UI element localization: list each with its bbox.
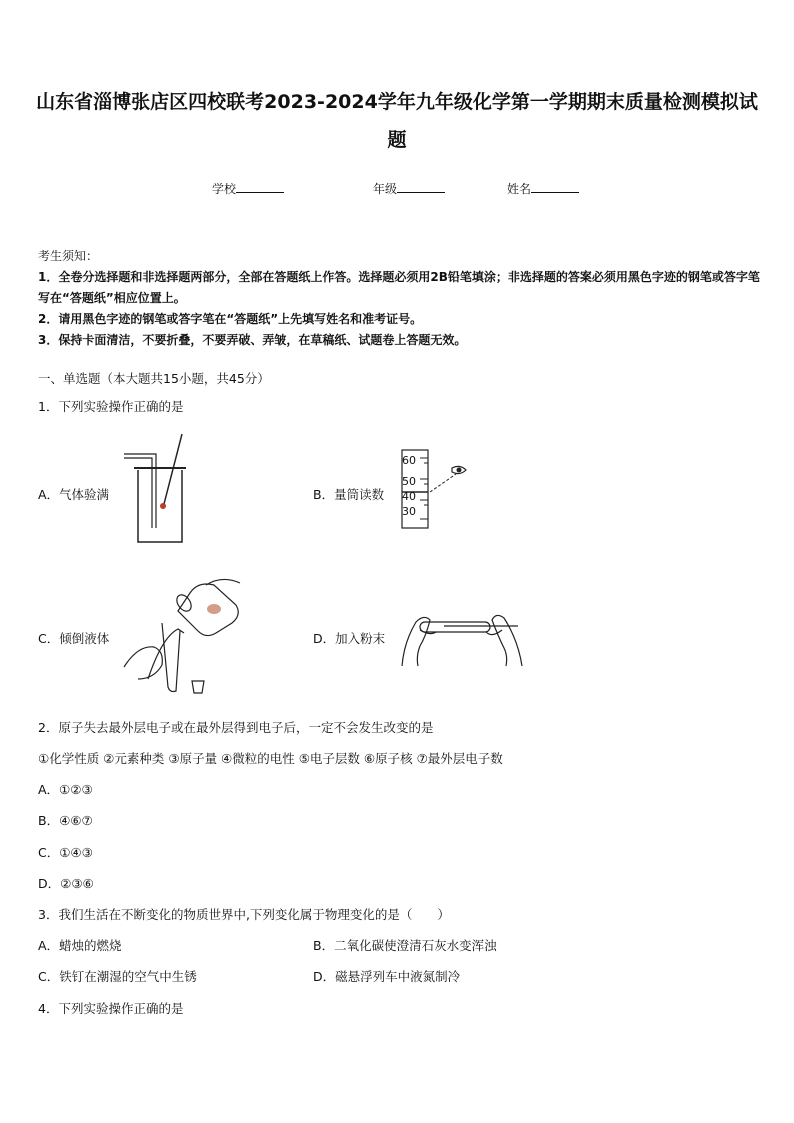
q2-option-b: B．④⑥⑦: [38, 813, 93, 828]
q3-option-a: A．蜡烛的燃烧: [38, 938, 122, 953]
page-title: 山东省淄博张店区四校联考2023-2024学年九年级化学第一学期期末质量检测模拟试: [36, 91, 758, 113]
note-item-2: 2．请用黑色字迹的钢笔或答字笔在“答题纸”上先填写姓名和准考证号。: [38, 312, 423, 326]
q3-option-b: B．二氧化碳使澄清石灰水变浑浊: [313, 938, 497, 953]
q3-stem: 3．我们生活在不断变化的物质世界中,下列变化属于物理变化的是（ ）: [38, 907, 450, 922]
tick-label: 50: [402, 475, 416, 488]
school-blank: [236, 180, 284, 193]
q2-stem: 2．原子失去最外层电子或在最外层得到电子后，一定不会发生改变的是: [38, 720, 434, 735]
school-label: 学校: [212, 182, 237, 196]
q1-option-c: C．倾倒液体: [38, 631, 110, 646]
gas-collection-figure: [124, 432, 194, 544]
name-field: [507, 180, 579, 197]
tick-label: 30: [402, 505, 416, 518]
q1-stem: 1．下列实验操作正确的是: [38, 399, 184, 414]
q2-items: ①化学性质 ②元素种类 ③原子量 ④微粒的电性 ⑤电子层数 ⑥原子核 ⑦最外层电子数: [38, 751, 503, 766]
add-powder-figure: [400, 606, 524, 668]
q3-option-c: C．铁钉在潮湿的空气中生锈: [38, 969, 197, 984]
section-heading: 一、单选题（本大题共15小题，共45分）: [38, 371, 270, 386]
grade-blank: [397, 180, 445, 193]
grade-label: 年级: [373, 182, 398, 196]
q1-option-b: B．量筒读数: [313, 487, 385, 502]
tick-label: 60: [402, 454, 416, 467]
q3-option-d: D．磁悬浮列车中液氮制冷: [313, 969, 461, 984]
q2-option-c: C．①④③: [38, 845, 93, 860]
student-info: [0, 180, 794, 200]
q2-option-d: D．②③⑥: [38, 876, 94, 891]
q1-option-d: D．加入粉末: [313, 631, 386, 646]
name-label: 姓名: [507, 182, 532, 196]
q4-stem: 4．下列实验操作正确的是: [38, 1001, 184, 1016]
cylinder-scale-labels: [402, 450, 416, 522]
notes-heading: 考生须知：: [38, 249, 99, 263]
note-item-1: 1．全卷分选择题和非选择题两部分，全部在答题纸上作答。选择题必须用2B铅笔填涂；非选择题的答案必须用黑色字迹的钢笔或答字笔写在“答题纸”相应位置上。: [38, 270, 760, 305]
school-field: [212, 180, 284, 197]
q1-option-a: A．气体验满: [38, 487, 110, 502]
tick-label: 40: [402, 490, 416, 503]
note-item-3: 3．保持卡面清洁，不要折叠，不要弄破、弄皱，在草稿纸、试题卷上答题无效。: [38, 333, 467, 347]
page-title-continued: 题: [387, 129, 407, 151]
name-blank: [531, 180, 579, 193]
exam-notes: [38, 246, 760, 351]
q2-option-a: A．①②③: [38, 782, 93, 797]
grade-field: [373, 180, 445, 197]
pour-liquid-figure: [118, 575, 248, 695]
